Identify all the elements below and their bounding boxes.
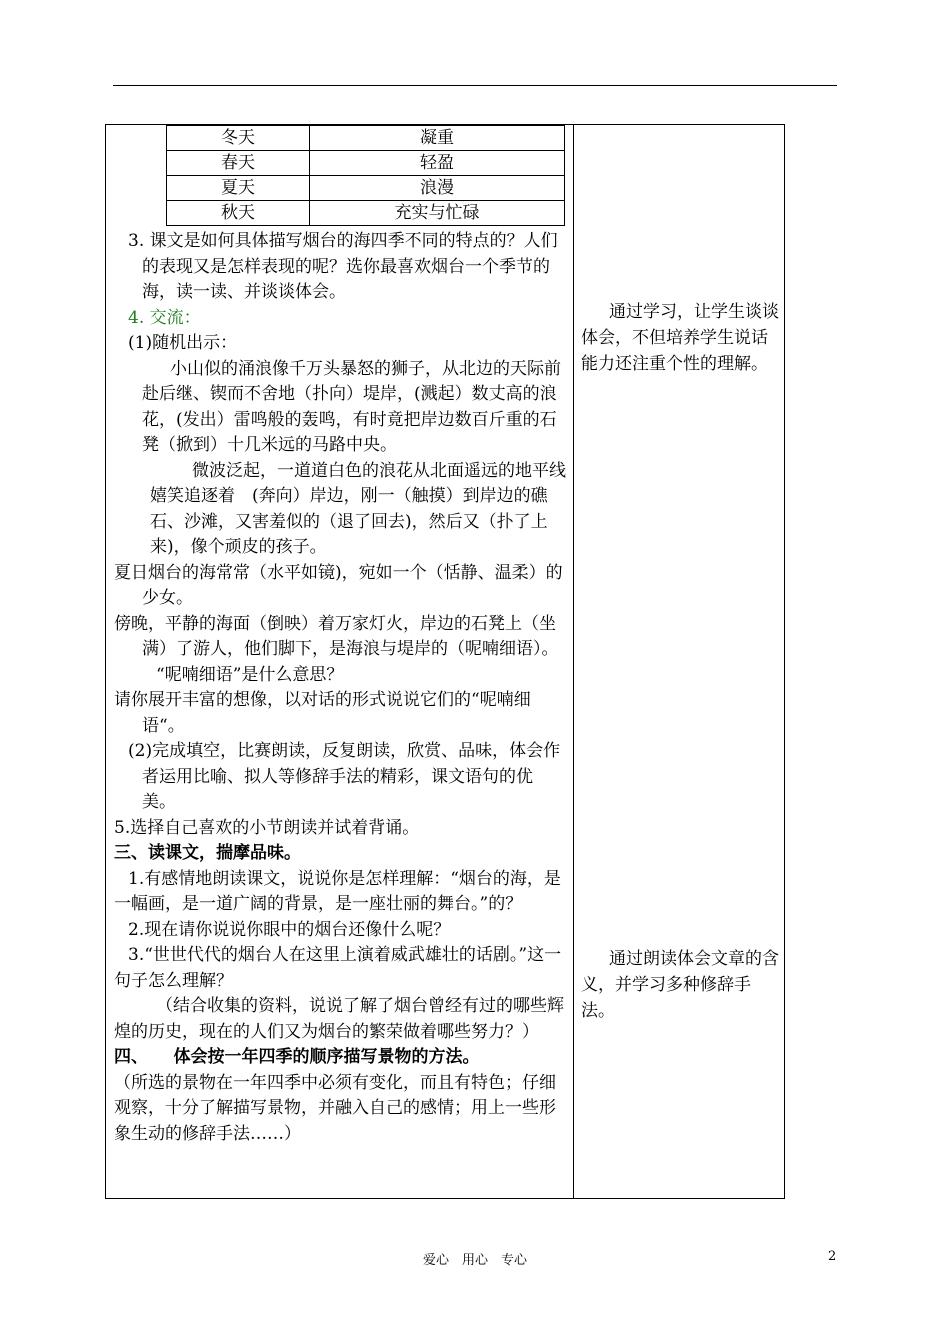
- season-cell: 冬天: [167, 126, 310, 151]
- step-5: 5.选择自己喜欢的小节朗读并试着背诵。: [114, 817, 420, 838]
- section-3-item-2: 2.现在请你说说你眼中的烟台还像什么呢？: [128, 919, 451, 940]
- season-cell: 夏天: [167, 176, 310, 201]
- feature-cell: 充实与忙碌: [310, 201, 565, 226]
- season-cell: 秋天: [167, 201, 310, 226]
- header-rule: [113, 85, 837, 86]
- table-row: [167, 126, 565, 151]
- excerpt-spring: 微波泛起，一道道白色的浪花从北面遥远的地平线嬉笑追逐着 (奔向）岸边，刚一（触摸）到岸边的礁石、沙滩，又害羞似的（退了回去)，然后又（扑了上来)，像个顽皮的孩子。: [150, 460, 566, 557]
- imagination-prompt: 请你展开丰富的想像，以对话的形式说说它们的“呢喃细语“。: [114, 690, 531, 736]
- lesson-plan-table: [105, 124, 785, 1199]
- column-divider: [573, 125, 574, 1198]
- section-4-note: （所选的景物在一年四季中必须有变化，而且有特色；仔细观察，十分了解描写景物，并融入自己的感情；用上一些形象生动的修辞手法……）: [114, 1072, 556, 1144]
- section-3-note: （结合收集的资料，说说了解了烟台曾经有过的哪些辉煌的历史，现在的人们又为烟台的繁荣做着哪些努力？）: [114, 996, 564, 1042]
- section-4-heading: 四、 体会按一年四季的顺序描写景物的方法。: [114, 1047, 480, 1067]
- design-intent-text: 通过朗读体会文章的含义，并学习多种修辞手法。: [581, 949, 779, 1021]
- season-cell: 春天: [167, 151, 310, 176]
- step-4-1: (1)随机出示：: [128, 333, 238, 353]
- table-row: [167, 151, 565, 176]
- page-number: 2: [828, 1249, 837, 1264]
- feature-cell: 轻盈: [310, 151, 565, 176]
- feature-cell: 凝重: [310, 126, 565, 151]
- section-3-heading: 三、读课文，揣摩品味。: [114, 843, 301, 863]
- table-row: [167, 201, 565, 226]
- footer-motto: 爱心 用心 专心: [422, 1253, 527, 1268]
- section-3-item-1: 1.有感情地朗读课文，说说你是怎样理解：“烟台的海，是一幅画，是一道广阔的背景，是一座壮丽的舞台。”的？: [114, 868, 561, 914]
- question-meaning: “呢喃细语”是什么意思？: [156, 664, 344, 685]
- table-row: [167, 176, 565, 201]
- excerpt-evening: 傍晚，平静的海面（倒映）着万家灯火，岸边的石凳上（坐满）了游人，他们脚下，是海浪与堤岸的（呢喃细语）。: [114, 613, 559, 659]
- step-4-2: (2)完成填空，比赛朗读，反复朗读，欣赏、品味，体会作者运用比喻、拟人等修辞手法的精彩，课文语句的优美。: [128, 741, 561, 812]
- season-feature-table: [166, 125, 565, 226]
- design-intent-text: 通过学习，让学生谈谈体会，不但培养学生说话能力还注重个性的理解。: [581, 302, 779, 374]
- section-3-item-3: 3.“世世代代的烟台人在这里上演着威武雄壮的话剧。”这一句子怎么理解？: [114, 945, 562, 991]
- teaching-process-text: [114, 229, 566, 1147]
- design-intent-1: [581, 299, 781, 377]
- feature-cell: 浪漫: [310, 176, 565, 201]
- question-3: 3. 课文是如何具体描写烟台的海四季不同的特点的？人们的表现又是怎样表现的呢？选你最喜欢烟台一个季节的海，读一读、并谈谈体会。: [128, 231, 558, 302]
- excerpt-summer: 夏日烟台的海常常（水平如镜)，宛如一个（恬静、温柔）的少女。: [114, 562, 563, 608]
- step-4-heading: 4. 交流：: [128, 307, 201, 328]
- excerpt-winter: 小山似的涌浪像千万头暴怒的狮子，从北边的天际前赴后继、锲而不舍地（扑向）堤岸，(溅起）数丈高的浪花，(发出）雷鸣般的轰鸣，有时竟把岸边数百斤重的石凳（掀到）十几米远的马路中央。: [142, 358, 561, 455]
- design-intent-2: [581, 946, 781, 1024]
